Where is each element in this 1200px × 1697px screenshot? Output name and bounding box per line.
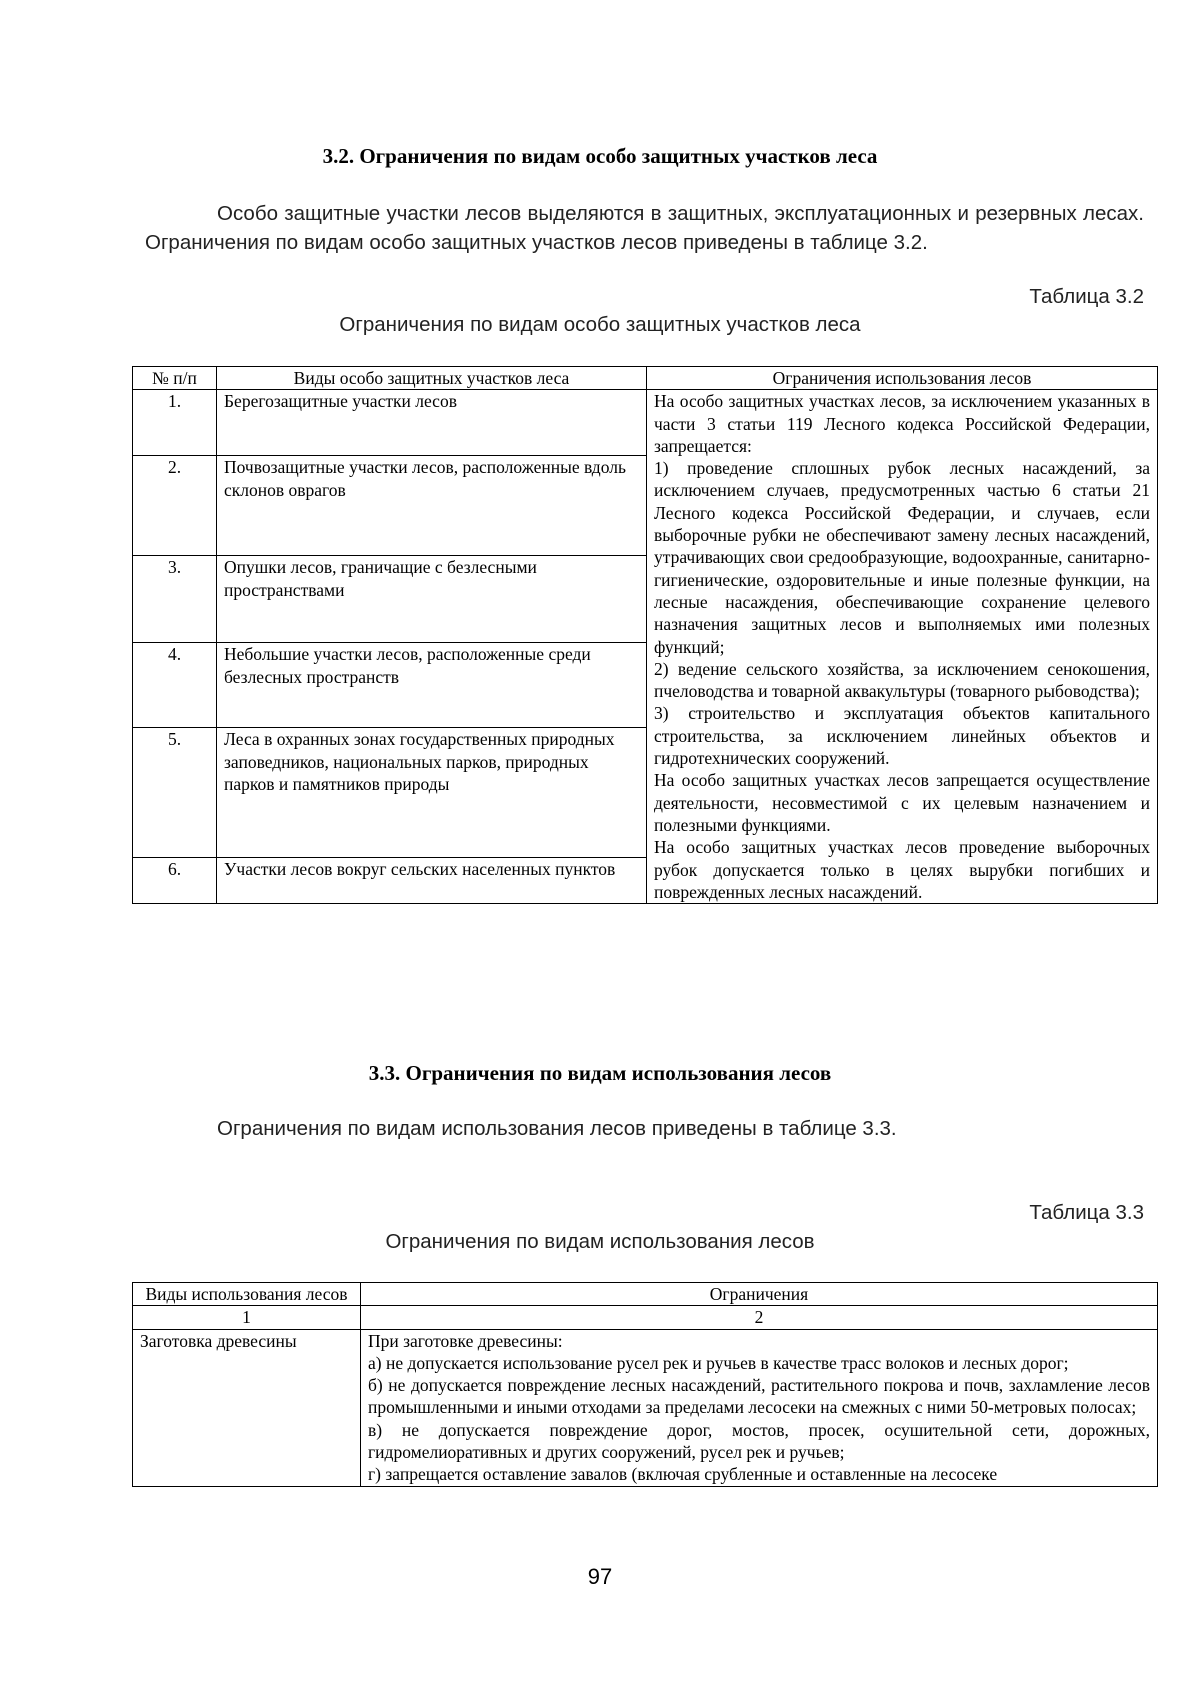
- table-3-3-label: Таблица 3.3: [1029, 1201, 1144, 1224]
- restriction-text: На особо защитных участках лесов запрещается осуществление деятельности, несовместимой с их целевым назначением и полезными функциями.: [654, 770, 1150, 835]
- page-number: 97: [587, 1564, 613, 1589]
- row-kind: Небольшие участки лесов, расположенные среди безлесных пространств: [217, 643, 647, 728]
- column-number: 1: [133, 1306, 361, 1329]
- restriction-text: 3) строительство и эксплуатация объектов капитального строительства, за исключением линейных объектов и гидротехнических сооружений.: [654, 703, 1150, 769]
- row-num: 1.: [133, 390, 217, 456]
- table-3-2-caption: Ограничения по видам особо защитных участков леса: [339, 313, 861, 336]
- row-num: 5.: [133, 728, 217, 858]
- restriction-text: в) не допускается повреждение дорог, мостов, просек, осушительной сети, дорожных, гидромелиоративных и других сооружений, русел рек и ручьев;: [368, 1419, 1150, 1463]
- restriction-text: На особо защитных участках лесов проведение выборочных рубок допускается только в целях вырубки погибших и поврежденных лесных насаждений.: [654, 837, 1150, 902]
- table-header-row: [133, 1283, 1158, 1306]
- restriction-text: а) не допускается использование русел рек и ручьев в качестве трасс волоков и лесных дорог;: [368, 1352, 1069, 1373]
- row-kind: Берегозащитные участки лесов: [217, 390, 647, 456]
- header-kind: Виды особо защитных участков леса: [217, 367, 647, 390]
- table-3-3: [132, 1282, 1158, 1487]
- row-num: 2.: [133, 456, 217, 556]
- row-kind: Леса в охранных зонах государственных природных заповедников, национальных парков, природных парков и памятников природы: [217, 728, 647, 858]
- section-3-3-heading: 3.3. Ограничения по видам использования лесов: [368, 1061, 832, 1085]
- table-row: [133, 1329, 1158, 1486]
- table-3-2: [132, 366, 1158, 904]
- restrictions-cell: [647, 390, 1158, 904]
- column-number: 2: [361, 1306, 1158, 1329]
- row-kind: Почвозащитные участки лесов, расположенные вдоль склонов оврагов: [217, 456, 647, 556]
- table-header-row: [133, 367, 1158, 390]
- row-num: 4.: [133, 643, 217, 728]
- restriction-text: На особо защитных участках лесов, за исключением указанных в части 3 статьи 119 Лесного кодекса Российской Федерации, запрещается:: [654, 391, 1150, 456]
- row-kind: Заготовка древесины: [133, 1329, 361, 1486]
- restriction-text: 2) ведение сельского хозяйства, за исключением сенокошения, пчеловодства и товарной аквакультуры (товарного рыбоводства);: [654, 658, 1150, 702]
- row-num: 6.: [133, 858, 217, 904]
- header-num: № п/п: [133, 367, 217, 390]
- table-row: [133, 390, 1158, 456]
- section-3-2-heading: 3.2. Ограничения по видам особо защитных участков леса: [322, 144, 878, 168]
- restriction-text: г) запрещается оставление завалов (включая срубленные и оставленные на лесосеке: [368, 1464, 998, 1485]
- header-restrictions: Ограничения: [361, 1283, 1158, 1306]
- row-kind: Участки лесов вокруг сельских населенных пунктов: [217, 858, 647, 904]
- table-3-2-label: Таблица 3.2: [1029, 285, 1144, 308]
- row-restrictions: [361, 1329, 1158, 1486]
- row-num: 3.: [133, 556, 217, 643]
- restriction-text: При заготовке древесины:: [368, 1330, 563, 1351]
- section-3-2-paragraph: Особо защитные участки лесов выделяются в защитных, эксплуатационных и резервных лесах. Ограничения по видам особо защитных участков лесов приведены в таблице 3.2.: [145, 202, 1144, 254]
- section-3-3-paragraph: Ограничения по видам использования лесов приведены в таблице 3.3.: [217, 1117, 897, 1140]
- restriction-text: 1) проведение сплошных рубок лесных насаждений, за исключением случаев, предусмотренных частью 6 статьи 21 Лесного кодекса Российской Федерации, и случаев, если выборочные рубки не обеспечивают замену лесных насаждений, утрачивающих свои средообразующие, водоохранные, санитарно-гигиенические, оздоровительные и иные полезные функции, на лесные насаждения, обеспечивающие сохранение целевого назначения защитных лесов и выполняемых ими полезных функций;: [654, 458, 1150, 657]
- table-3-3-caption: Ограничения по видам использования лесов: [385, 1230, 815, 1253]
- header-kind: Виды использования лесов: [133, 1283, 361, 1306]
- table-column-numbers-row: [133, 1306, 1158, 1329]
- header-restrictions: Ограничения использования лесов: [647, 367, 1158, 390]
- restriction-text: б) не допускается повреждение лесных насаждений, растительного покрова и почв, захламление лесов промышленными и иными отходами за пределами лесосеки на смежных с ними 50-метровых полосах;: [368, 1375, 1150, 1418]
- row-kind: Опушки лесов, граничащие с безлесными пространствами: [217, 556, 647, 643]
